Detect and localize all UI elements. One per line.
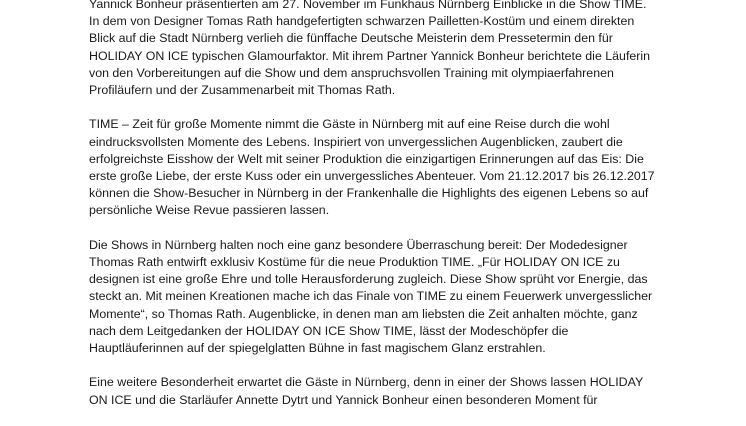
text-line: HOLIDAY ON ICE typischen Glamourfaktor. Mit ihrem Partner Yannick Bonheur berichtete die Läuferin xyxy=(89,48,651,63)
text-line: Blick auf die Stadt Nürnberg verlieh die fünffache Deutsche Meisterin dem Pressetermin den für xyxy=(89,31,613,46)
text-line: TIME – Zeit für große Momente nimmt die Gäste in Nürnberg mit auf eine Reise durch die wohl xyxy=(89,117,610,132)
text-line: Profiläufern und der Zusammenarbeit mit Thomas Rath. xyxy=(89,83,396,98)
text-line: erfolgreichste Eisshow der Welt mit seiner Produktion die einzigartigen Erinnerungen auf das Eis: Die xyxy=(89,151,644,166)
paragraph-1 xyxy=(89,0,729,99)
text-line: ON ICE und die Starläufer Annette Dytrt und Yannick Bonheur einen besonderen Moment für xyxy=(89,392,598,407)
text-line: Die Shows in Nürnberg halten noch eine ganz besondere Überraschung bereit: Der Modedesigner xyxy=(89,237,628,252)
text-line: Eine weitere Besonderheit erwartet die Gäste in Nürnberg, denn in einer der Shows lassen HOLIDAY xyxy=(89,375,644,390)
paragraph-3 xyxy=(89,237,729,357)
paragraph-2 xyxy=(89,116,729,219)
text-line: Thomas Rath entwirft exklusiv Kostüme für die neue Produktion TIME. „Für HOLIDAY ON ICE zu xyxy=(89,255,620,270)
text-line: von den Vorbereitungen auf die Show und dem anspruchsvollen Training mit olympiaerfahrenen xyxy=(89,65,614,80)
text-line: Hauptläuferinnen auf der spiegelglatten Bühne in fast magischem Glanz erstrahlen. xyxy=(89,341,546,356)
text-line: können die Show-Besucher in Nürnberg in der Frankenhalle die Highlights des eigenen Lebens so auf xyxy=(89,186,649,201)
text-line: nach dem Leitgedanken der HOLIDAY ON ICE Show TIME, lässt der Modeschöpfer die xyxy=(89,323,569,338)
text-line: Momente“, so Thomas Rath. Augenblicke, in denen man am liebsten die Zeit anhalten möchte, ganz xyxy=(89,306,638,321)
document-body xyxy=(89,0,729,426)
text-line: persönliche Weise Revue passieren lassen. xyxy=(89,203,330,218)
text-line: steckt an. Mit meinen Kreationen mache ich das Finale von TIME zu einem Feuerwerk unvergesslicher xyxy=(89,289,653,304)
text-line: eindrucksvollsten Momente des Lebens. Inspiriert von unvergesslichen Augenblicken, zaubert die xyxy=(89,134,623,149)
text-line: designen ist eine große Ehre und tolle Herausforderung zugleich. Diese Show sprüht vor Energie, das xyxy=(89,272,648,287)
text-line: Yannick Bonheur präsentierten am 27. November im Funkhaus Nürnberg Einblicke in die Show TIME. xyxy=(89,0,647,11)
text-line: erste große Liebe, der erste Kuss oder ein unvergessliches Abenteuer. Vom 21.12.2017 bis 26.12.2017 xyxy=(89,169,655,184)
text-line: In dem von Designer Tomas Rath handgefertigten schwarzen Pailletten-Kostüm und einem direkten xyxy=(89,14,635,29)
paragraph-4 xyxy=(89,374,729,408)
